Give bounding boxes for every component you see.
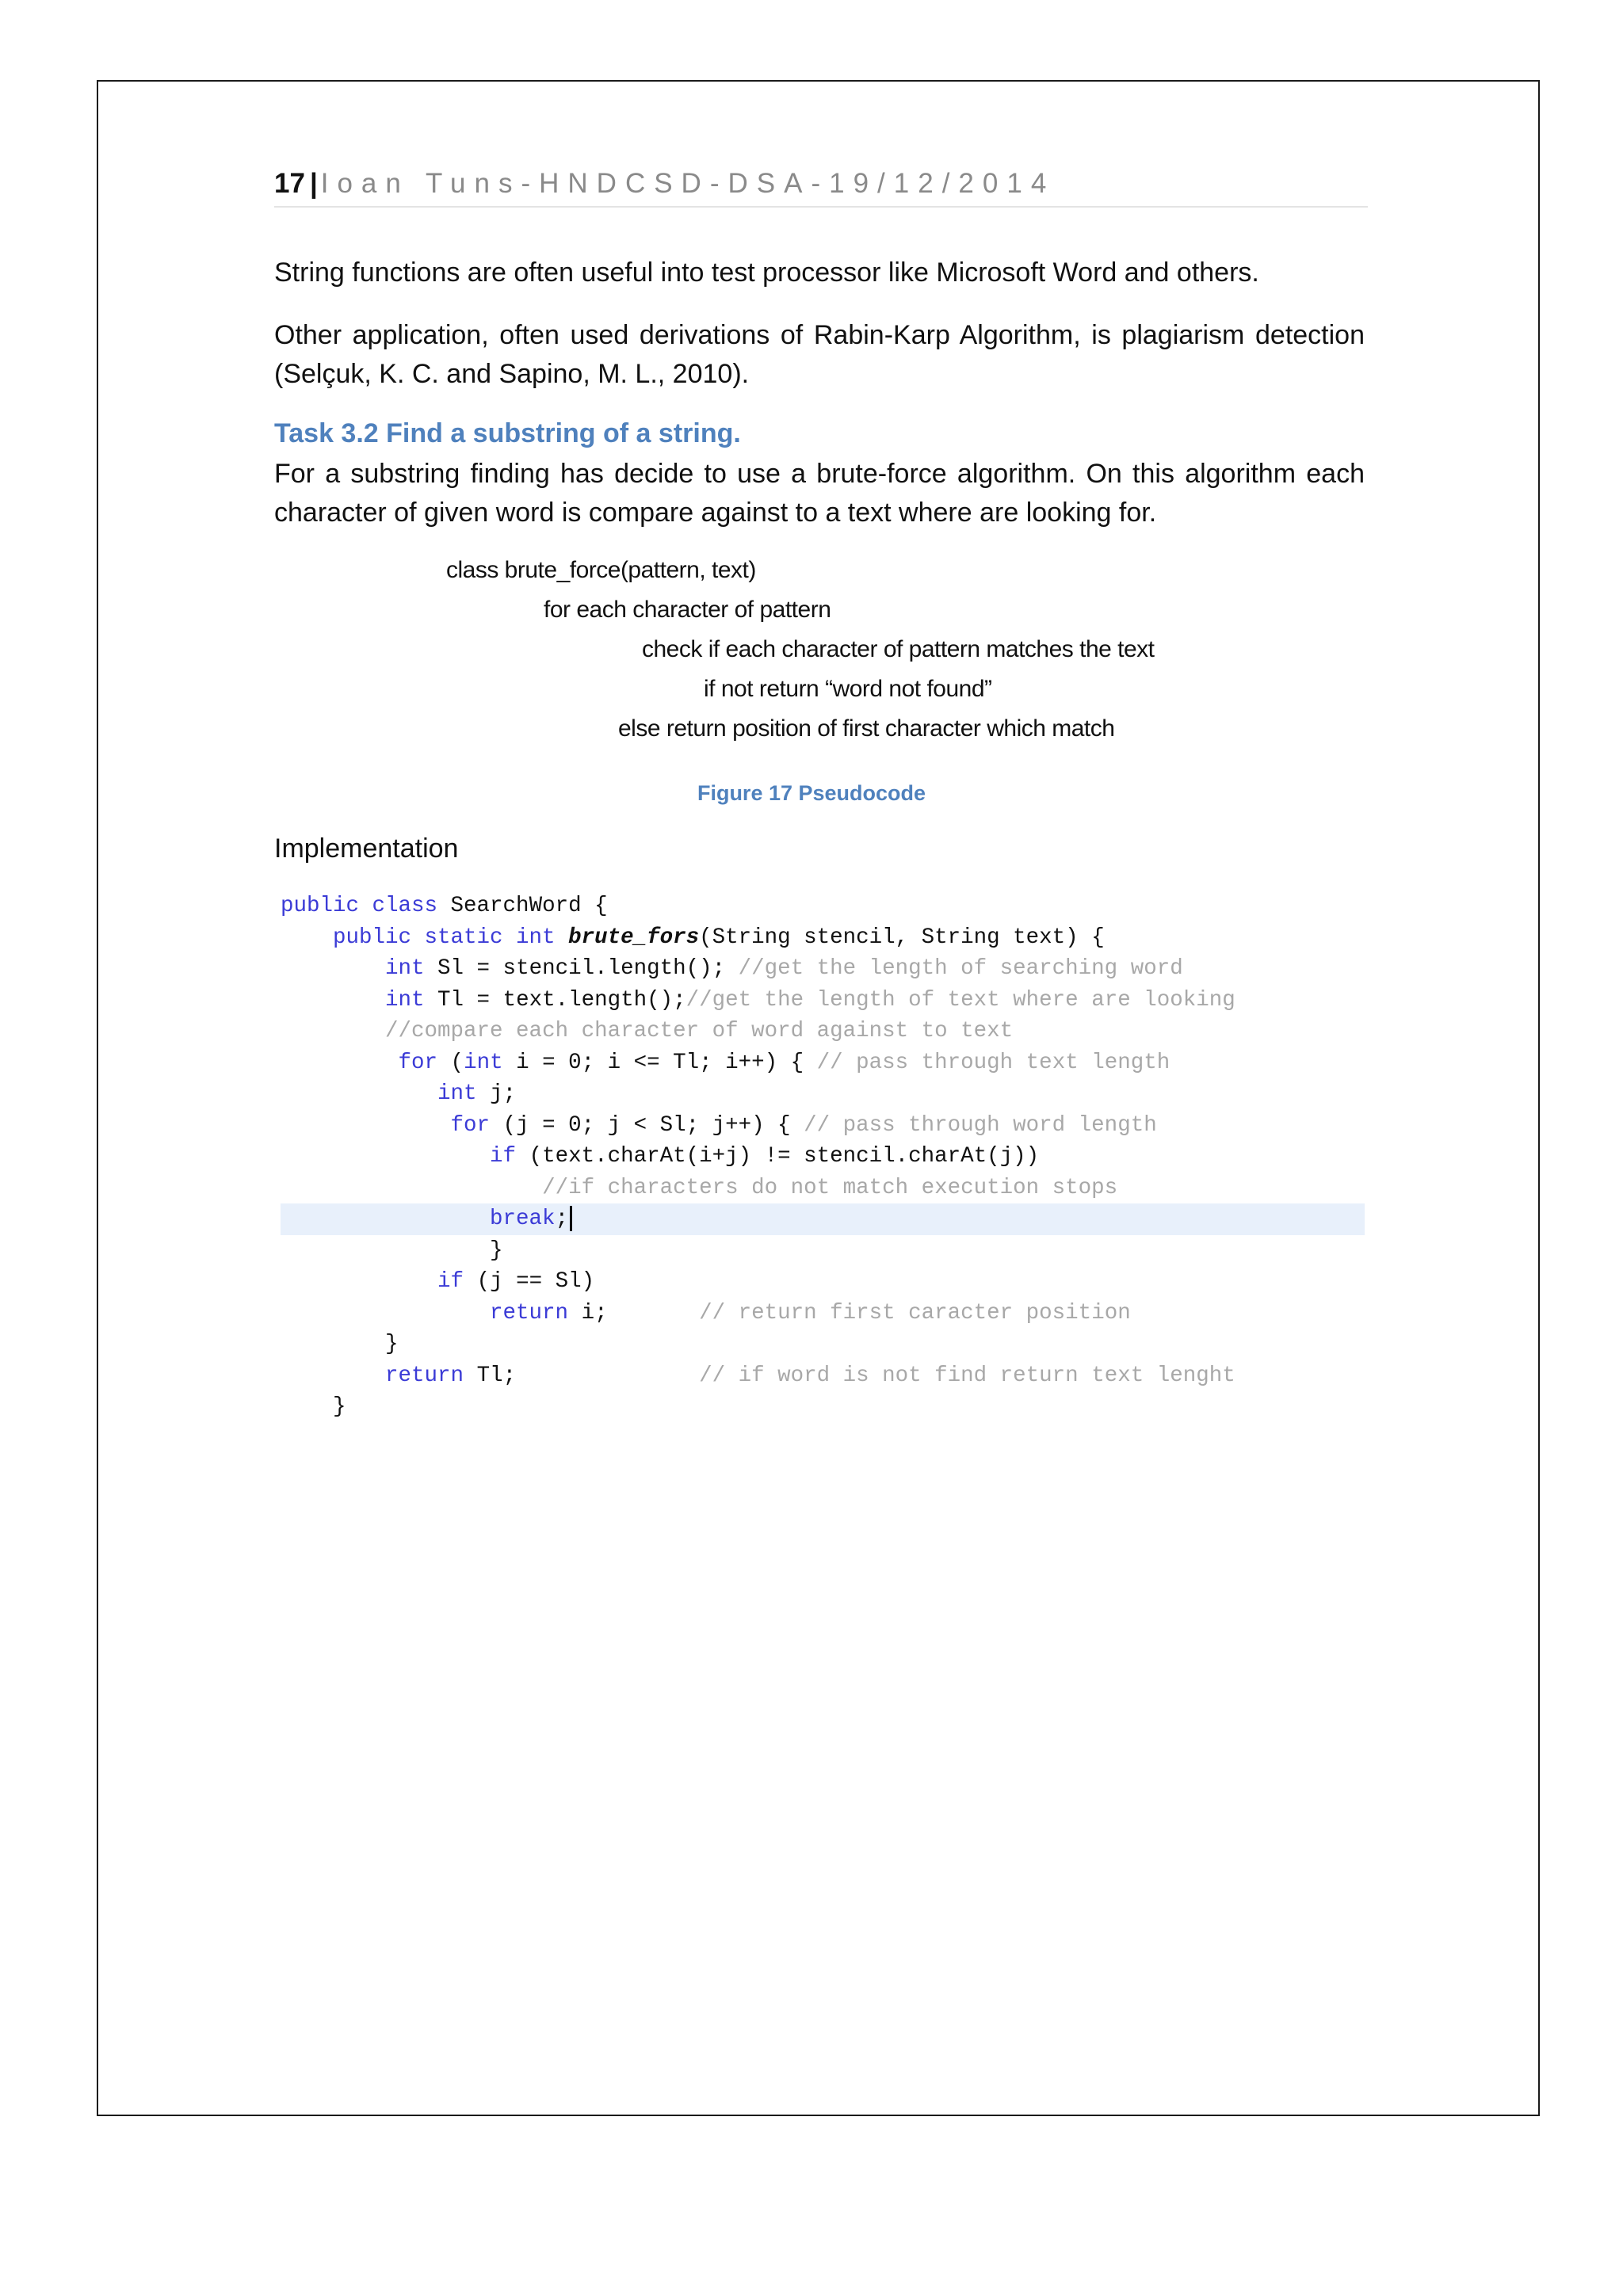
pseudocode-line: class brute_force(pattern, text) [446, 557, 756, 583]
pseudocode-line: else return position of first character which match [618, 715, 1115, 742]
code-token [281, 1269, 437, 1294]
paragraph-brute-force: For a substring finding has decide to use a brute-force algorithm. On this algorithm each character of given word is compare against to a text where are looking for. [274, 459, 1365, 528]
code-token [281, 1113, 451, 1138]
code-token [281, 925, 333, 950]
paragraph-rabin-karp: Other application, often used derivations of Rabin-Karp Algorithm, is plagiarism detection (Selçuk, K. C. and Sapino, M. L., 2010). [274, 320, 1365, 389]
code-token [281, 1051, 399, 1075]
code-comment: //compare each character of word against to text [385, 1019, 1014, 1043]
code-comment: //if characters do not match execution stops [542, 1175, 1118, 1200]
running-title: Ioan Tuns-HNDCSD-DSA-19/12/2014 [320, 168, 1056, 199]
code-token: brute_fors [568, 925, 700, 950]
code-line [281, 1298, 1365, 1329]
code-token: j; [490, 1081, 517, 1106]
code-token: (text.charAt(i+j) != stencil.charAt(j)) [529, 1144, 1040, 1169]
code-keyword: public static int [333, 925, 569, 950]
code-line [281, 1235, 1365, 1267]
code-token [281, 1301, 490, 1325]
code-line [281, 1360, 1365, 1392]
code-token: i = 0; i <= Tl; i++) { [516, 1050, 817, 1075]
code-token [281, 1144, 490, 1169]
code-comment: // if word is not find return text lenght [699, 1363, 1235, 1388]
code-comment: // pass through text length [816, 1050, 1170, 1075]
section-heading: Task 3.2 Find a substring of a string. [274, 418, 741, 448]
code-token: (String stencil, String text) { [699, 925, 1105, 950]
code-keyword: public class [281, 894, 451, 918]
code-comment: // pass through word length [804, 1112, 1157, 1138]
code-token: SearchWord { [450, 894, 608, 918]
code-line [281, 1016, 1365, 1047]
code-block [281, 891, 1365, 1423]
code-keyword: if [490, 1144, 529, 1169]
code-token [281, 988, 385, 1013]
code-token: ( [450, 1050, 464, 1075]
code-token: } [281, 1394, 346, 1419]
code-keyword: for [450, 1112, 503, 1138]
text-cursor [570, 1206, 572, 1231]
code-keyword: int [385, 987, 438, 1013]
code-line [281, 985, 1365, 1016]
code-token [281, 1176, 542, 1200]
code-line [281, 1110, 1365, 1142]
code-comment: // return first caracter position [699, 1300, 1131, 1325]
code-keyword: if [437, 1269, 477, 1294]
code-line [281, 1329, 1365, 1360]
pseudocode-line: check if each character of pattern matches the text [642, 636, 1155, 662]
code-token: i; [581, 1300, 700, 1325]
code-token: (j == Sl) [476, 1269, 595, 1294]
code-keyword: break [490, 1207, 556, 1231]
code-line [281, 1203, 1365, 1235]
header-separator: | [309, 168, 318, 199]
code-keyword: int [464, 1050, 517, 1075]
code-line [281, 891, 1365, 922]
code-token [281, 1081, 437, 1106]
code-token: ; [555, 1207, 569, 1231]
code-token: Tl = text.length(); [437, 987, 686, 1013]
code-keyword: return [385, 1363, 477, 1388]
code-token: } [281, 1332, 399, 1356]
running-header [274, 168, 1368, 208]
implementation-label: Implementation [274, 833, 459, 864]
code-line [281, 1391, 1365, 1423]
code-keyword: for [398, 1050, 451, 1075]
code-token: Sl = stencil.length(); [437, 956, 739, 981]
code-token [281, 1363, 385, 1388]
code-line [281, 1078, 1365, 1110]
code-line [281, 1266, 1365, 1298]
code-token [281, 1207, 490, 1231]
code-token [281, 1019, 385, 1043]
code-comment: //get the length of text where are looking [685, 987, 1235, 1013]
code-keyword: return [490, 1300, 582, 1325]
code-line [281, 953, 1365, 985]
code-token [281, 956, 385, 981]
code-token: (j = 0; j < Sl; j++) { [502, 1112, 804, 1138]
paragraph-string-functions: String functions are often useful into test processor like Microsoft Word and others. [274, 257, 1259, 288]
code-line [281, 922, 1365, 954]
code-token: } [281, 1238, 503, 1263]
code-token: Tl; [476, 1363, 700, 1388]
code-keyword: int [437, 1081, 491, 1106]
code-keyword: int [385, 956, 438, 981]
code-comment: //get the length of searching word [738, 956, 1183, 981]
code-line [281, 1047, 1365, 1079]
figure-caption: Figure 17 Pseudocode [697, 781, 926, 805]
pseudocode-line: for each character of pattern [544, 597, 831, 623]
page-number: 17 [274, 168, 305, 199]
code-line [281, 1141, 1365, 1173]
pseudocode-line: if not return “word not found” [704, 676, 992, 702]
code-line [281, 1173, 1365, 1204]
